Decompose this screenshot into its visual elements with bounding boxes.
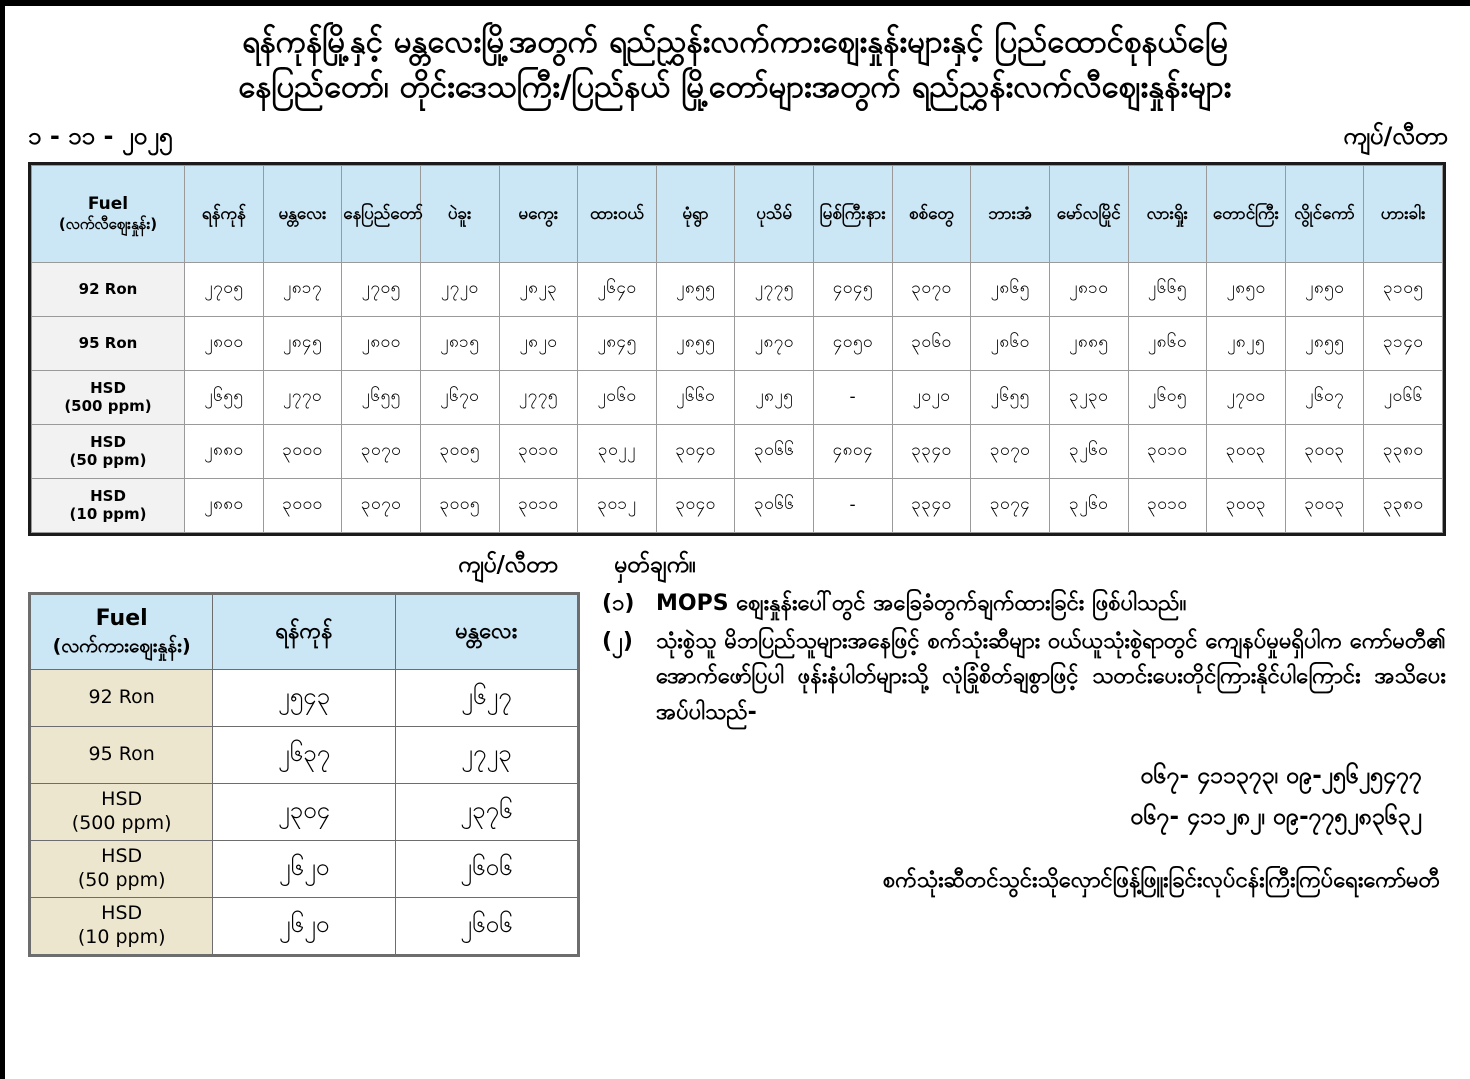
left-border-rule [0,0,5,1079]
row-label-fuel [32,424,185,478]
price-cell: ၃၀၀၅ [420,424,499,478]
table-header-row [31,594,578,669]
price-cell: ၂၆၄၀ [578,262,657,316]
phone-line: ၀၆၇- ၄၁၁၃၇၃၊ ၀၉-၂၅၆၂၅၄၇၇ [1140,763,1422,790]
column-header-city: မုံရွာ [656,165,735,262]
note-heading-label: မှတ်ချက်။ [614,551,696,578]
phone-line: ၀၆၇- ၄၁၁၂၈၂၊ ၀၉-၇၇၅၂၈၃၆၃၂ [1130,803,1422,830]
price-cell: ၂၆၆၅ [1128,262,1207,316]
price-cell: ၃၀၀၃ [1207,424,1286,478]
price-cell: - [814,478,893,532]
price-cell: ၂၀၂၀ [892,370,971,424]
row-label-line1: HSD [101,788,143,811]
price-cell: ၂၈၁၅ [420,316,499,370]
price-cell: ၃၀၄၀ [656,424,735,478]
price-cell: ၃၁၄၀ [1364,316,1443,370]
fuel-header-line1: Fuel [87,194,129,215]
price-cell: - [814,370,893,424]
retail-table-body [32,262,1443,532]
title-line-2: နေပြည်တော်၊ တိုင်းဒေသကြီး/ပြည်နယ် မြို့တော်များအတွက် ရည်ညွှန်းလက်လီဈေးနှုန်းများ [238,68,1232,105]
price-cell: ၂၆၀၆ [395,840,577,897]
price-cell: ၂၈၅၀ [1285,262,1364,316]
price-cell: ၃၂၆၀ [1049,478,1128,532]
wholesale-price-table [30,594,578,955]
price-cell: ၂၆၀၇ [1285,370,1364,424]
price-cell: ၂၈၂၅ [735,370,814,424]
row-label-line2: (500 ppm) [64,397,152,416]
column-header-city: မြစ်ကြီးနား [814,165,893,262]
price-cell: ၂၆၆၀ [656,370,735,424]
price-cell: ၂၆၀၆ [395,897,577,954]
note-text: MOPS ဈေးနှုန်းပေါ်တွင် အခြေခံတွက်ချက်ထားခြင်း ဖြစ်ပါသည်။ [656,590,1187,616]
price-cell: ၃၀၇၀ [342,478,421,532]
wholesale-price-table-wrapper [28,592,580,957]
row-label-line1: 95 Ron [88,743,155,765]
note-item [602,586,1446,622]
price-cell: ၂၈၅၅ [656,262,735,316]
price-cell: ၃၀၁၀ [499,478,578,532]
table-header-row [32,165,1443,262]
price-cell: ၂၇၇၅ [735,262,814,316]
price-cell: ၂၆၃၇ [213,726,395,783]
price-cell: ၂၈၈၀ [185,478,264,532]
column-header-city: နေပြည်တော် [342,165,421,262]
column-header-city: စစ်တွေ [892,165,971,262]
price-cell: ၂၅၄၃ [213,669,395,726]
table-row [31,897,578,954]
row-label-line2: (50 ppm) [69,451,147,470]
row-label-fuel [32,478,185,532]
price-cell: ၂၇၀၅ [342,262,421,316]
wholesale-table-head [31,594,578,669]
price-cell: ၃၂၃၀ [1049,370,1128,424]
table-row [32,424,1443,478]
price-cell: ၂၈၇၀ [735,316,814,370]
date-unit-row [28,120,1448,156]
row-label-fuel [32,262,185,316]
row-label-line1: HSD [90,486,126,505]
row-label-line2: (500 ppm) [71,811,172,834]
price-cell: ၂၀၆၆ [1364,370,1443,424]
price-cell: ၂၇၀၀ [1207,370,1286,424]
retail-table-head [32,165,1443,262]
row-label-line1: HSD [90,378,126,397]
table-row [32,370,1443,424]
column-header-city: ရန်ကုန် [185,165,264,262]
price-cell: ၃၀၇၀ [971,424,1050,478]
price-cell: ၂၈၂၃ [499,262,578,316]
price-cell: ၄၀၄၅ [814,262,893,316]
row-label-line2: (50 ppm) [77,868,166,891]
price-cell: ၃၃၈၀ [1364,478,1443,532]
price-cell: ၂၆၇၀ [420,370,499,424]
price-cell: ၂၈၀၀ [342,316,421,370]
row-label-line1: HSD [101,902,143,925]
price-cell: ၂၈၅၅ [656,316,735,370]
unit-label-top: ကျပ်/လီတာ [1343,121,1448,150]
retail-price-table-wrapper [28,162,1446,536]
row-label-fuel [31,783,213,840]
column-header-yangon: ရန်ကုန် [213,594,395,669]
unit-label-mid: ကျပ်/လီတာ [458,551,559,578]
price-cell: ၃၃၄၀ [892,478,971,532]
fuel-header-line2: (လက်ကားဈေးနှုန်း) [52,634,191,657]
price-cell: ၂၆၂၇ [395,669,577,726]
price-cell: ၂၇၂၃ [395,726,577,783]
price-cell: ၂၈၂၀ [499,316,578,370]
price-cell: ၂၆၂၀ [213,840,395,897]
column-header-city: လားရှိုး [1128,165,1207,262]
price-cell: ၂၆၅၅ [971,370,1050,424]
column-header-city: ထားဝယ် [578,165,657,262]
column-header-mandalay: မန္တလေး [395,594,577,669]
price-cell: ၂၈၅၅ [1285,316,1364,370]
price-cell: ၂၈၄၅ [263,316,342,370]
row-label-fuel [31,669,213,726]
column-header-city: မော်လမြိုင် [1049,165,1128,262]
price-cell: ၂၈၆၅ [971,262,1050,316]
table-row [31,783,578,840]
price-cell: ၂၈၀၀ [185,316,264,370]
price-cell: ၃၀၄၀ [656,478,735,532]
price-cell: ၃၀၆၆ [735,478,814,532]
price-cell: ၃၀၇၀ [892,262,971,316]
issuing-committee-footer: စက်သုံးဆီတင်သွင်းသိုလှောင်ဖြန့်ဖြူးခြင်းလုပ်ငန်းကြီးကြပ်ရေးကော်မတီ [882,867,1440,893]
row-label-line1: 95 Ron [78,334,138,352]
mid-caption-row [28,550,1446,584]
column-header-fuel-wholesale [31,594,213,669]
price-cell: ၂၇၀၅ [185,262,264,316]
retail-price-table [31,165,1443,533]
price-cell: ၃၃၄၀ [892,424,971,478]
column-header-city: မကွေး [499,165,578,262]
price-cell: ၃၀၁၀ [1128,424,1207,478]
price-cell: ၃၀၁၀ [499,424,578,478]
column-header-city: ပဲခူး [420,165,499,262]
row-label-line2: (10 ppm) [77,925,166,948]
row-label-fuel [31,726,213,783]
price-cell: ၃၁၀၅ [1364,262,1443,316]
row-label-line2: (10 ppm) [69,505,147,524]
price-cell: ၃၀၀၅ [420,478,499,532]
wholesale-table-body [31,669,578,954]
table-row [32,316,1443,370]
lower-section [28,584,1446,957]
fuel-header-line2: (လက်လီဈေးနှုန်း) [58,215,158,234]
publication-date: ၁ - ၁၁ - ၂၀၂၅ [28,121,173,150]
title-line-1: ရန်ကုန်မြို့နှင့် မန္တလေးမြို့အတွက် ရည်ညွှန်းလက်ကားဈေးနှုန်းများနှင့် ပြည်ထောင်စုနယ်မြေ [241,24,1229,60]
price-cell: ၂၈၂၅ [1207,316,1286,370]
row-label-fuel [31,897,213,954]
table-row [32,262,1443,316]
price-cell: ၃၀၀၀ [263,424,342,478]
table-row [31,669,578,726]
row-label-line1: 92 Ron [78,280,138,298]
row-label-fuel [32,370,185,424]
price-cell: ၂၆၅၅ [342,370,421,424]
price-cell: ၂၆၀၅ [1128,370,1207,424]
price-cell: ၂၇၂၀ [420,262,499,316]
notes-section [580,584,1446,957]
column-header-city: လွိုင်ကော် [1285,165,1364,262]
row-label-fuel [31,840,213,897]
contact-phone-list [602,756,1446,837]
price-cell: ၂၆၂၀ [213,897,395,954]
price-cell: ၂၈၈၅ [1049,316,1128,370]
price-cell: ၂၃၀၄ [213,783,395,840]
price-cell: ၂၀၆၀ [578,370,657,424]
price-cell: ၄၈၀၄ [814,424,893,478]
price-cell: ၂၈၁၀ [1049,262,1128,316]
note-text: သုံးစွဲသူ မိဘပြည်သူများအနေဖြင့် စက်သုံးဆီများ ဝယ်ယူသုံးစွဲရာတွင် ကျေနပ်မှုမရှိပါက ကော်မတီ၏ အောက်ဖော်ပြပါ ဖုန်းနံပါတ်များသို့ လုံခြုံစိတ်ချစွာဖြင့် သတင်းပေးတိုင်ကြားနိုင်ပါကြောင်း အသိပေးအပ်ပါသည်- [656,628,1446,725]
row-label-line1: 92 Ron [88,686,155,708]
column-header-city: ဘားအံ [971,165,1050,262]
row-label-line1: HSD [90,432,126,451]
price-cell: ၃၃၈၀ [1364,424,1443,478]
price-cell: ၂၃၇၆ [395,783,577,840]
price-cell: ၃၀၀၀ [263,478,342,532]
fuel-header-line1: Fuel [95,606,148,632]
price-cell: ၂၈၈၀ [185,424,264,478]
note-number: (၁) [602,590,635,616]
price-cell: ၄၀၅၀ [814,316,893,370]
price-cell: ၃၀၀၃ [1285,478,1364,532]
price-cell: ၃၀၇၀ [342,424,421,478]
price-cell: ၃၀၆၆ [735,424,814,478]
table-row [31,840,578,897]
table-row [32,478,1443,532]
price-cell: ၃၀၀၃ [1207,478,1286,532]
column-header-city: တောင်ကြီး [1207,165,1286,262]
price-cell: ၃၀၂၂ [578,424,657,478]
price-cell: ၂၆၅၅ [185,370,264,424]
column-header-city: မန္တလေး [263,165,342,262]
column-header-city: ဟားခါး [1364,165,1443,262]
price-cell: ၂၇၇၀ [263,370,342,424]
price-cell: ၂၇၇၅ [499,370,578,424]
price-cell: ၃၂၆၀ [1049,424,1128,478]
price-cell: ၃၀၇၄ [971,478,1050,532]
price-cell: ၃၀၆၀ [892,316,971,370]
top-border-rule [0,0,1470,6]
price-cell: ၃၀၀၃ [1285,424,1364,478]
note-number: (၂) [602,628,633,654]
price-cell: ၂၈၁၇ [263,262,342,316]
column-header-fuel [32,165,185,262]
price-cell: ၂၈၅၀ [1207,262,1286,316]
price-cell: ၂၈၆၀ [1128,316,1207,370]
page-title [34,20,1436,110]
price-cell: ၃၀၁၂ [578,478,657,532]
note-item [602,624,1446,731]
table-row [31,726,578,783]
price-cell: ၃၀၁၀ [1128,478,1207,532]
column-header-city: ပုသိမ် [735,165,814,262]
row-label-fuel [32,316,185,370]
price-cell: ၂၈၄၅ [578,316,657,370]
price-cell: ၂၈၆၀ [971,316,1050,370]
row-label-line1: HSD [101,845,143,868]
